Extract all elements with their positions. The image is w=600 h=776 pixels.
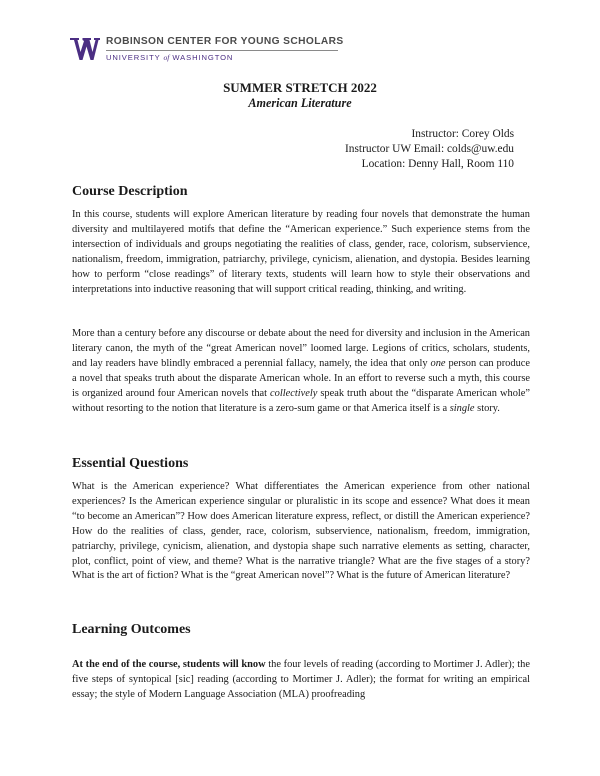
text-run: person can produce a novel that speaks truth about the disparate American whole. In an effort to reverse such a myth, this course is organized around four American novels that: [72, 357, 530, 399]
text-run: speak truth about the “disparate American whole” without resorting to the notion that literature is a zero-sum game or that America itself is a: [72, 387, 530, 414]
learning-outcomes-heading: Learning Outcomes: [72, 622, 191, 637]
essential-questions-heading: Essential Questions: [72, 456, 189, 471]
text-run: More than a century before any discourse or debate about the need for diversity and inclusion in the American literary canon, the myth of the “great American novel” loomed large. Legions of critics, scholars, students, and lay readers have blindly embraced a perennial fallacy, namely, the idea that only: [72, 328, 530, 369]
page-subtitle: American Literature: [248, 96, 352, 110]
learning-outcomes-paragraph: [72, 658, 530, 703]
center-name: ROBINSON CENTER FOR YOUNG SCHOLARS: [106, 36, 344, 47]
course-description-paragraph-1: In this course, students will explore American literature by reading four novels that demonstrate the human diversity and multilayered motifs that define the “American experience.” Such experience stems from the intersection of individuals and groups negotiating the realities of class, gender, race, colorism, subservience, nationalism, freedom, immigration, patriarchy, privilege, cynicism, alienation, and dystopia. Besides learning how to perform “close readings” of literary texts, students will learn how to style their observations and interpretations into inductive reasoning that will support critical reading, thinking, and writing.: [72, 209, 530, 295]
uw-w-logo-icon: [70, 38, 100, 60]
instructor-name: Instructor: Corey Olds: [411, 128, 514, 140]
university-name-of: of: [163, 53, 170, 62]
emphasis-text: collectively: [270, 387, 318, 399]
essential-questions-paragraph: What is the American experience? What differentiates the American experience from other national experiences? Is the American experience singular or pluralistic in its scope and essence? What does it mean “to become an American”? How does American literature express, reflect, or distill the American experience? How do the realities of class, gender, race, colorism, subservience, nationalism, freedom, immigration, patriarchy, privilege, cynicism, alienation, and dystopia shape such narrative elements as setting, character, plot, conflict, point of view, and theme? What is the narrative triangle? What are the five stages of a story? What is the art of fiction? What is the “great American novel”? What is the future of American literature?: [72, 481, 530, 582]
instructor-email: Instructor UW Email: colds@uw.edu: [345, 143, 514, 155]
instructor-location: Location: Denny Hall, Room 110: [361, 158, 514, 170]
course-description-heading: Course Description: [72, 184, 188, 199]
emphasis-text: single: [449, 402, 475, 414]
university-name-post: WASHINGTON: [172, 53, 234, 62]
university-name: [106, 53, 233, 62]
lead-text: At the end of the course, students will know: [72, 659, 266, 670]
logo-divider: [106, 50, 338, 51]
text-run: story.: [474, 402, 500, 414]
instructor-info: [345, 127, 514, 172]
page-title: SUMMER STRETCH 2022: [223, 80, 377, 95]
university-name-pre: UNIVERSITY: [106, 53, 161, 62]
emphasis-text: one: [430, 357, 446, 369]
course-description-paragraph-2: [72, 327, 530, 416]
text-run: the four levels of reading (according to Mortimer J. Adler); the five steps of syntopical [sic] reading (according to Mortimer J. Adler); the format for writing an empirical essay; the style of Modern Language Association (MLA) proofreading: [72, 659, 530, 700]
